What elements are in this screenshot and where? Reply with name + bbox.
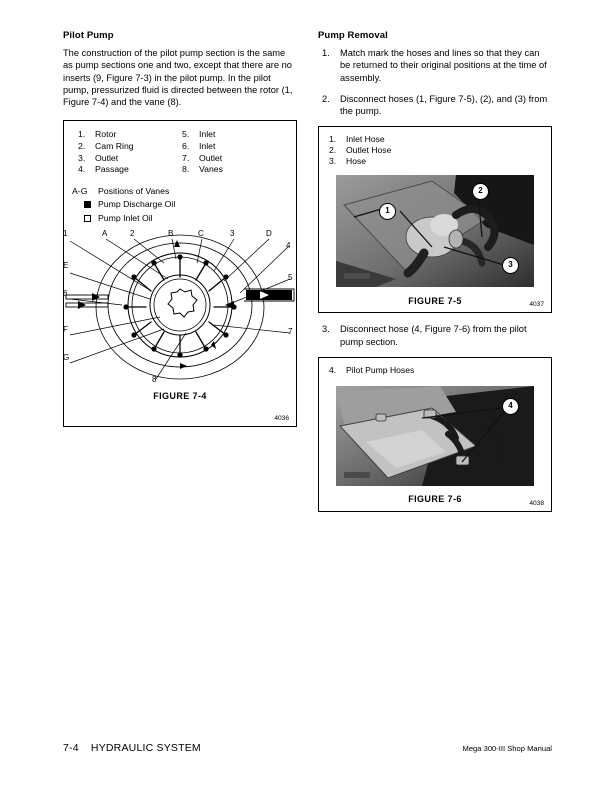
inlet-oil-row [72,212,296,225]
inlet-oil-swatch-icon [84,215,91,222]
diagram-callout-A: A [102,229,108,239]
figure-7-4-box [63,120,297,427]
legend-label: Inlet [199,141,216,152]
legend-index: 5. [182,129,190,140]
diagram-callout-2: 2 [130,229,135,239]
discharge-oil-label: Pump Discharge Oil [98,199,176,210]
right-column [318,30,552,512]
vane-pump-cutaway-diagram [64,229,296,389]
legend-label: Hose [346,156,367,167]
diagram-callout-C: C [198,229,204,239]
pump-removal-steps-continued [318,323,552,348]
diagram-callout-8: 8 [152,375,157,385]
legend-label: Vanes [199,164,223,175]
legend-label: Cam Ring [95,141,134,152]
legend-index: 3. [78,152,86,163]
legend-index: 3. [329,156,337,167]
step-number: 1. [322,48,330,58]
diagram-callout-3: 3 [230,229,235,239]
diagram-callout-E: E [63,261,69,271]
legend-label: Inlet [199,129,216,140]
manual-name: Mega 300-III Shop Manual [462,744,552,753]
page-number: 7-4 [63,742,79,754]
discharge-oil-swatch-icon [84,201,91,208]
diagram-callout-B: B [168,229,174,239]
legend-item [78,153,182,165]
legend-item [182,164,286,176]
diagram-callout-7: 7 [288,327,293,337]
legend-index: 1. [78,129,86,140]
vane-positions-key: A-G [72,185,88,196]
pump-removal-heading: Pump Removal [318,30,388,41]
photo-callout-2: 2 [472,183,489,200]
legend-item [329,145,551,156]
discharge-oil-row [72,198,296,211]
vane-positions-label: Positions of Vanes [98,185,170,196]
diagram-callout-G: G [63,353,70,363]
legend-index: 8. [182,164,190,175]
procedure-step [318,47,552,84]
diagram-callout-5: 5 [288,273,293,283]
legend-label: Inlet Hose [346,134,385,145]
legend-column-right [182,129,286,175]
legend-label: Passage [95,164,129,175]
figure-7-5-caption: FIGURE 7-5 [408,296,462,307]
pump-removal-steps [318,47,552,117]
legend-index: 6. [182,141,190,152]
diagram-callout-F: F [63,325,68,335]
procedure-step [318,323,552,348]
step-text: Disconnect hose (4, Figure 7-6) from the pilot pump section. [340,324,527,347]
legend-index: 2. [329,145,337,156]
photo-callout-1: 1 [379,203,396,220]
legend-label: Pilot Pump Hoses [346,365,415,376]
diagram-callout-4: 4 [286,241,291,251]
figure-7-6-legend [319,358,551,378]
step-text: Disconnect hoses (1, Figure 7-5), (2), and (3) from the pump. [340,93,548,117]
figure-7-5-legend [319,127,551,169]
figure-7-6-id: 4038 [529,500,544,508]
diagram-callout-1: 1 [63,229,68,239]
vane-positions-row [72,185,296,198]
diagram-callout-6: 6 [63,289,68,299]
figure-7-4-legend [64,121,296,175]
diagram-callout-D: D [266,229,272,239]
legend-column-left [78,129,182,175]
figure-7-4-id: 4036 [274,415,289,423]
section-name: HYDRAULIC SYSTEM [90,742,201,754]
legend-item [329,134,551,145]
figure-7-6-box [318,357,552,512]
legend-label: Rotor [95,129,117,140]
vane-pump-svg [64,229,296,389]
figure-7-4-caption: FIGURE 7-4 [153,391,207,402]
figure-7-6-photo [336,386,534,486]
legend-item [78,141,182,153]
figure-7-5-id: 4037 [529,301,544,309]
photo-callout-4: 4 [502,398,519,415]
legend-index: 1. [329,134,337,145]
footer-left [63,742,201,754]
legend-item [329,156,551,167]
legend-index: 2. [78,141,86,152]
legend-item [182,141,286,153]
legend-label: Outlet Hose [346,145,392,156]
page-footer [63,742,552,754]
step-number: 2. [322,93,330,104]
figure-7-5-photo [336,175,534,287]
step-text: Match mark the hoses and lines so that they can be returned to their original positions at the time of assembly. [340,48,547,83]
legend-item [182,153,286,165]
legend-item [182,129,286,141]
legend-item [78,129,182,141]
inlet-oil-label: Pump Inlet Oil [98,212,153,223]
legend-index: 4. [329,365,337,376]
figure-7-6-caption: FIGURE 7-6 [408,494,462,505]
pilot-pump-paragraph: The construction of the pilot pump section is the same as pump sections one and two, except that there are no inserts (9, Figure 7-3) in the pilot pump. In the pilot pump, pressurized fluid is directed between the rotor (1, Figure 7-4) and the vane (8). [63,48,293,108]
legend-label: Outlet [95,152,119,163]
procedure-step [318,93,552,118]
photo-callout-3: 3 [502,257,519,274]
pilot-pump-heading: Pilot Pump [63,30,114,41]
legend-item [329,365,551,376]
left-column [63,30,297,427]
figure-7-5-box [318,126,552,313]
legend-index: 7. [182,152,190,163]
legend-label: Outlet [199,152,223,163]
figure-7-4-legend-extra [64,176,296,225]
legend-item [78,164,182,176]
step-number: 3. [322,324,330,335]
legend-index: 4. [78,164,86,175]
